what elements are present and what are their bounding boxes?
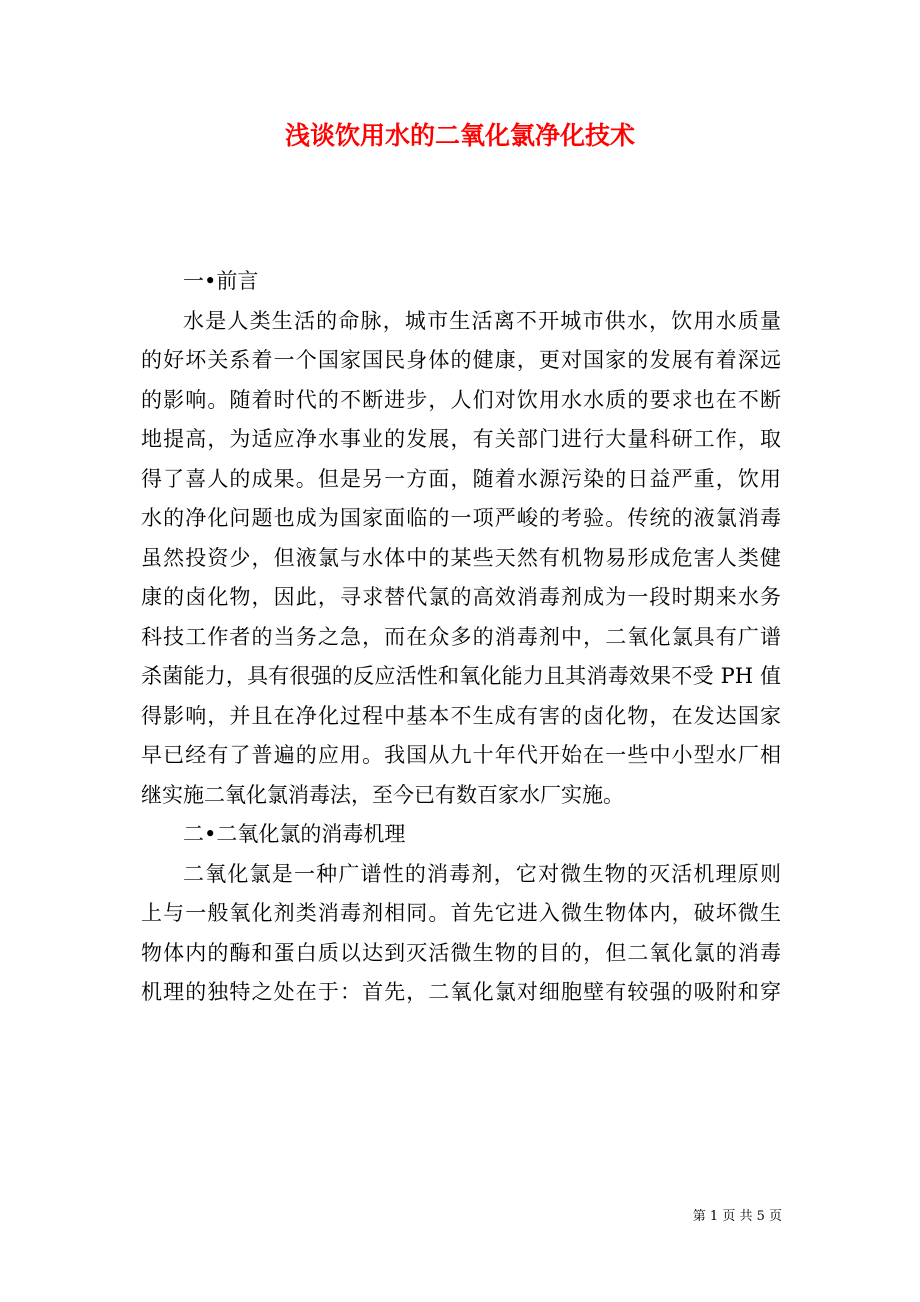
text-line: 早已经有了普遍的应用。我国从九十年代开始在一些中小型水厂相: [141, 743, 781, 767]
text-line: 的好坏关系着一个国家国民身体的健康，更对国家的发展有着深远: [141, 348, 781, 372]
text-line: 一•前言: [183, 269, 259, 293]
text-line: 得影响，并且在净化过程中基本不生成有害的卤化物，在发达国家: [141, 703, 781, 728]
page-number-footer: 第 1 页 共 5 页: [692, 1209, 782, 1224]
text-line: 科技工作者的当务之急，而在众多的消毒剂中，二氧化氯具有广谱: [141, 624, 781, 649]
text-line: 的影响。随着时代的不断进步，人们对饮用水水质的要求也在不断: [141, 387, 781, 412]
text-line: 二氧化氯是一种广谱性的消毒剂，它对微生物的灭活机理原则: [183, 861, 781, 886]
text-line: 机理的独特之处在于：首先，二氧化氯对细胞壁有较强的吸附和穿: [141, 980, 781, 1004]
text-line: 水的净化问题也成为国家面临的一项严峻的考验。传统的液氯消毒: [141, 506, 781, 530]
text-line: 康的卤化物，因此，寻求替代氯的高效消毒剂成为一段时期来水务: [141, 585, 781, 609]
text-line: 得了喜人的成果。但是另一方面，随着水源污染的日益严重，饮用: [141, 466, 781, 491]
document-title: 浅谈饮用水的二氧化氯净化技术: [284, 121, 635, 150]
text-line: 二•二氧化氯的消毒机理: [183, 822, 406, 846]
text-line: 水是人类生活的命脉，城市生活离不开城市供水，饮用水质量: [183, 308, 781, 333]
document-body: [141, 262, 781, 1013]
text-line: 虽然投资少，但液氯与水体中的某些天然有机物易形成危害人类健: [141, 545, 781, 570]
text-line: 物体内的酶和蛋白质以达到灭活微生物的目的，但二氧化氯的消毒: [141, 940, 781, 965]
text-line: 继实施二氧化氯消毒法，至今已有数百家水厂实施。: [141, 782, 624, 807]
text-line: 上与一般氧化剂类消毒剂相同。首先它进入微生物体内，破坏微生: [141, 901, 781, 925]
text-line: 地提高，为适应净水事业的发展，有关部门进行大量科研工作，取: [141, 427, 781, 451]
text-line: 杀菌能力，具有很强的反应活性和氧化能力且其消毒效果不受 PH 值: [141, 664, 781, 688]
